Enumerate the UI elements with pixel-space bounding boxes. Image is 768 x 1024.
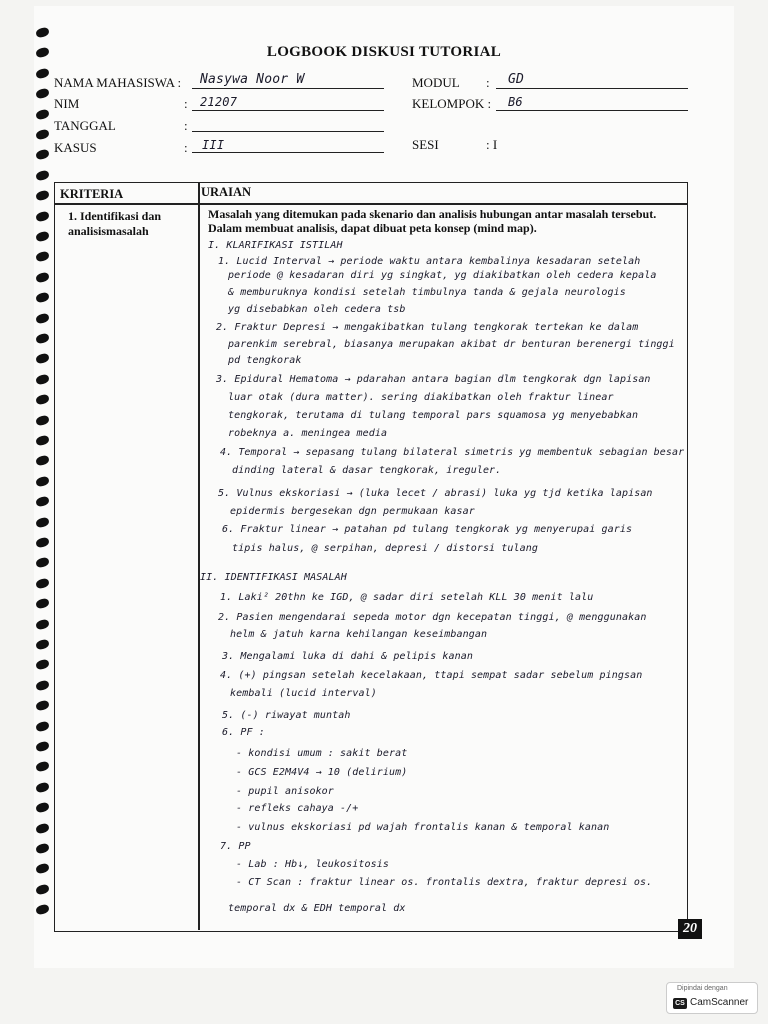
handwritten-line: - pupil anisokor (236, 786, 334, 797)
handwritten-line: dinding lateral & dasar tengkorak, ireguler. (232, 465, 502, 476)
handwritten-line: - Lab : Hb↓, leukositosis (236, 859, 390, 870)
nim-colon: : (184, 96, 188, 111)
handwritten-line: tipis halus, @ serpihan, depresi / distorsi tulang (232, 543, 539, 554)
page-number: 20 (678, 919, 702, 939)
kelompok-value: B6 (508, 95, 523, 109)
handwritten-line: periode @ kesadaran diri yg singkat, yg diakibatkan oleh cedera kepala (228, 270, 657, 281)
camscanner-logo-icon: CS (673, 998, 687, 1009)
handwritten-line: kembali (lucid interval) (230, 688, 377, 699)
handwritten-line: pd tengkorak (228, 355, 302, 366)
watermark-caption: Dipindai dengan (677, 985, 728, 992)
handwritten-line: temporal dx & EDH temporal dx (228, 903, 406, 914)
kasus-colon: : (184, 140, 188, 155)
handwritten-line: I. KLARIFIKASI ISTILAH (208, 240, 343, 251)
handwritten-line: - kondisi umum : sakit berat (236, 748, 408, 759)
kasus-label: KASUS (54, 140, 97, 155)
handwritten-line: 3. Mengalami luka di dahi & pelipis kanan (222, 651, 473, 662)
handwritten-line: 5. Vulnus ekskoriasi → (luka lecet / abrasi) luka yg tjd ketika lapisan (218, 488, 653, 499)
handwritten-line: 7. PP (220, 841, 251, 852)
tanggal-label: TANGGAL (54, 118, 116, 133)
nim-label: NIM (54, 96, 80, 111)
handwritten-line: 5. (-) riwayat muntah (222, 710, 351, 721)
sesi-value: : I (486, 137, 498, 152)
handwritten-line: helm & jatuh karna kehilangan keseimbangan (230, 629, 488, 640)
handwritten-line: 6. PF : (222, 727, 265, 738)
handwritten-line: 1. Laki² 20thn ke IGD, @ sadar diri setelah KLL 30 menit lalu (220, 592, 594, 603)
handwritten-line: 4. (+) pingsan setelah kecelakaan, ttapi sempat sadar sebelum pingsan (220, 670, 643, 681)
handwritten-line: 2. Pasien mengendarai sepeda motor dgn kecepatan tinggi, @ menggunakan (218, 612, 647, 623)
modul-label: MODUL (412, 75, 460, 90)
handwritten-line: - vulnus ekskoriasi pd wajah frontalis kanan & temporal kanan (236, 822, 610, 833)
handwritten-line: epidermis bergesekan dgn permukaan kasar (230, 506, 475, 517)
watermark-brand: CamScanner (690, 997, 749, 1008)
handwritten-line: - GCS E2M4V4 → 10 (delirium) (236, 767, 408, 778)
instruction-text: Masalah yang ditemukan pada skenario dan analisis hubungan antar masalah tersebut. Dalam membuat analisis, dapat dibuat peta konsep (mind map). (208, 207, 657, 235)
handwritten-line: tengkorak, terutama di tulang temporal pars squamosa yg menyebabkan (228, 410, 639, 421)
column-header-kriteria: KRITERIA (60, 187, 124, 201)
kasus-value: III (202, 138, 225, 152)
handwritten-line: parenkim serebral, biasanya merupakan akibat dr benturan berenergi tinggi (228, 339, 675, 350)
column-header-uraian: URAIAN (201, 185, 251, 199)
tanggal-colon: : (184, 118, 188, 133)
modul-value: GD (508, 72, 525, 87)
nim-value: 21207 (200, 95, 238, 109)
nama-value: Nasywa Noor W (200, 72, 305, 87)
handwritten-line: 1. Lucid Interval → periode waktu antara kembalinya kesadaran setelah (218, 256, 641, 267)
handwritten-line: luar otak (dura matter). sering diakibatkan oleh fraktur linear (228, 392, 614, 403)
handwritten-line: - refleks cahaya -/+ (236, 803, 359, 814)
criteria-cell: 1. Identifikasi dan analisismasalah (68, 209, 162, 238)
kelompok-label: KELOMPOK : (412, 96, 492, 111)
handwritten-line: 2. Fraktur Depresi → mengakibatkan tulang tengkorak tertekan ke dalam (216, 322, 639, 333)
handwritten-line: 4. Temporal → sepasang tulang bilateral simetris yg membentuk sebagian besar (220, 447, 685, 458)
handwritten-line: 6. Fraktur linear → patahan pd tulang tengkorak yg menyerupai garis (222, 524, 633, 535)
handwritten-line: & memburuknya kondisi setelah timbulnya tanda & gejala neurologis (228, 287, 626, 298)
handwritten-line: yg disebabkan oleh cedera tsb (228, 304, 406, 315)
sesi-label: SESI (412, 137, 439, 152)
handwritten-line: robeknya a. meningea media (228, 428, 388, 439)
handwritten-line: II. IDENTIFIKASI MASALAH (200, 572, 347, 583)
page-title: LOGBOOK DISKUSI TUTORIAL (266, 44, 502, 60)
modul-colon: : (486, 75, 490, 90)
camscanner-watermark (666, 982, 758, 1014)
nama-label: NAMA MAHASISWA : (54, 75, 182, 90)
handwritten-line: 3. Epidural Hematoma → pdarahan antara bagian dlm tengkorak dgn lapisan (216, 374, 651, 385)
handwritten-line: - CT Scan : fraktur linear os. frontalis dextra, fraktur depresi os. (236, 877, 653, 888)
